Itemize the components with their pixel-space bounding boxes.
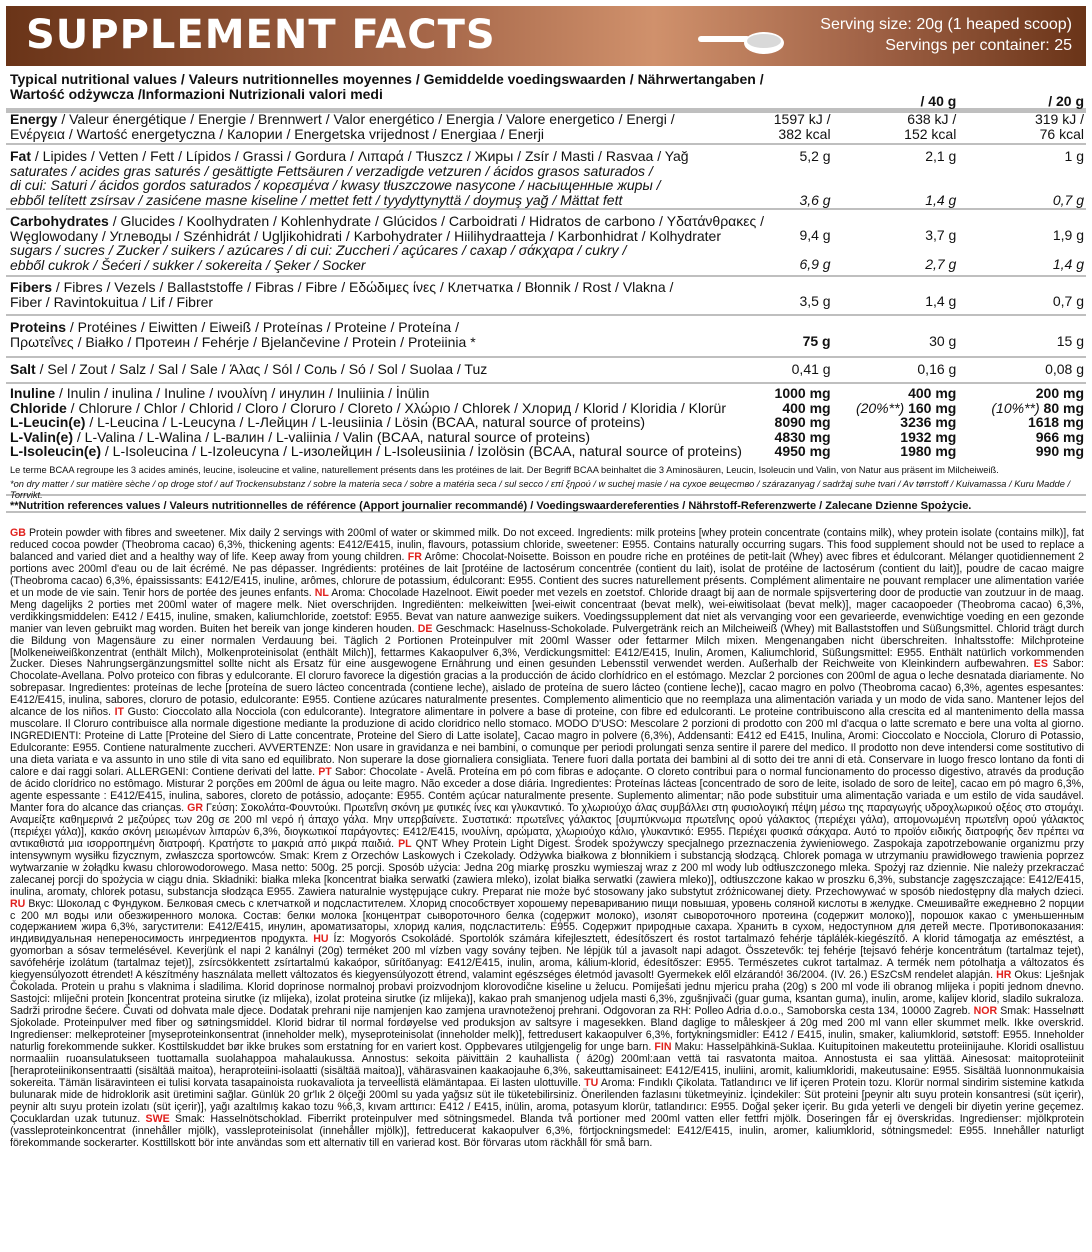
table-row-energy: Energy / Valeur énergétique / Energie / Brennwert / Valor energético / Energia / Valore energetico / Energi / Ενέργεια / Wartość energetyczna / Калории / Energetska vrijednost / Energiaa / Enerji 1597 kJ / 382 kcal 638 kJ / 152 kcal 319 kJ / 76 kcal (10, 111, 1084, 142)
header-banner (6, 6, 1086, 66)
language-code-ru: RU (10, 897, 26, 910)
language-text-fr: Arôme: Chocolat-Noisette. Boisson en poudre riche en protéines de petit-lait (Whey) avec fibres et édulcorant. Mélanger quotidiennement 2 portions avec 200ml d'eau ou de lait écrémé. Ne pas dépasser. Ingrédients: protéines de lait [protéine de lactosérum concentrée (contient du lait), isolat de protéine de lactosérum (contient du lait)], poudre de cacao maigre (Theobroma cacao) 6,3%, épaississants: E412/E415, inuline, arômes, chlorure de potassium, édulcorant: E955. Contient des sucres naturellement présents. Complément alimentaire ne pouvant remplacer une alimentation variée et un mode de vie sain. Tenir hors de portée des jeunes enfants. (10, 550, 1084, 599)
proteins-100g: 75 g (802, 333, 831, 349)
energy-20g: 319 kJ / (1034, 111, 1084, 127)
scoop-icon (696, 26, 786, 56)
language-text-gr: Γεύση: Σοκολάτα-Φουντούκι. Πρωτεΐνη σκόνη με φυτικές ίνες και γλυκαντικό. Το χλωριούχο άλας συμβάλλει στη φυσιολογική πέψη μέσω της παραγωγής υδροχλωρικού οξέος στο στομάχι. Αναμείξτε καθημερινά 2 μεζούρες των 20g σε 200 ml νερό ή άπαχο γάλα. Μην υπερβαίνετε. Συστατικά: πρωτεΐνες γάλακτος [συμπύκνωμα πρωτεΐνης ορού γάλακτος (περιέχει γάλα), απομονωμένη πρωτεΐνη ορού γάλακτος (περιέχει γάλα)], κακάο σκόνη μειωμένων λιπαρών 6,3%, διογκωτικοί παράγοντες: E412/E415, ινουλίνη, αρώματα, χλωριούχο κάλιο, γλυκαντικό: E955. Περιέχει φυσικά σάκχαρα. Αυτό το προϊόν ειδικής διατροφής δεν πρέπει να αντικαθιστά μια ισορροπημένη διατροφή. Κρατήστε το μακριά από μικρά παιδιά. (10, 801, 1084, 850)
chloride-20g-nrv: (10%**) (991, 399, 1040, 416)
language-text-nor: Smak: Hasselnøtt Sjokolade. Proteinpulver med fiber og søtningsmiddel. Klorid bidrar til normal fordøyelse ved produksjon av saltsyre i magesekken. Bland daglige to måleskjeer á 20g med 200 ml vann eller skummet melk. Ikke overskrid. Ingredienser: melkeproteiner [myseproteinkonsentrat (inneholder melk), myseproteinisolat (inneholder melk)], fettredusert kakaopulver 6,3%, fortykningsmidler: E412 / E415, inulin, smaker, kaliumklorid, søtstoff: E955. Inneholder naturlig forekommende sukker. Kosttilskuddet bør ikke brukes som erstatning for en variert kost. Oppbevares utilgjengelig for unge barn. (10, 1005, 1084, 1053)
serving-info (820, 14, 1072, 56)
dry-matter-footnote: *on dry matter / sur matière sèche / op droge stof / auf Trockensubstanz / sobre la materia seca / sobre a matéria seca / sul secco / επί ξηρού / w suchej masie / на сухое вещество / szárazanyag / sadržaj suhe tvari / Av tørrstoff / Kuivamassa / Kuru Madde / Torrvikt. (10, 479, 1071, 500)
table-row-inuline: Inuline / Inulin / inulina / Inuline / ινουλίνη / инулин / Inuliinia / İnülin 1000 mg 400 mg 200 mg (10, 382, 1084, 401)
inuline-100g: 1000 mg (774, 385, 831, 401)
isoleucine-40g: 1980 mg (900, 443, 957, 459)
language-code-nor: NOR (973, 1005, 998, 1018)
inuline-20g: 200 mg (1035, 385, 1084, 401)
chloride-20g: 80 mg (1043, 399, 1084, 416)
inuline-40g: 400 mg (908, 385, 957, 401)
leucine-40g: 3236 mg (900, 414, 957, 430)
language-code-swe: SWE (145, 1112, 170, 1125)
language-code-fin: FIN (654, 1040, 672, 1053)
energy-40g: 638 kJ / (907, 111, 957, 127)
language-text-pl: QNT Whey Protein Light Digest. Środek spożywczy specjalnego przeznaczenia żywieniowego. Zaspokaja zapotrzebowanie organizmu przy intensywnym wysiłku fizycznym, zwłaszcza sportowców. Smak: Krem z Orzechów Laskowych i Czekolady. Odżywka białkowa z błonnikiem i substancją słodzącą. Chlorek pomaga w utrzymaniu prawidłowego trawienia poprzez wytwarzanie w żołądku kwasu chlorowodorowego. Masa netto: 500g. 25 porcji. Sposób użycia: Jedna 20g miarkę proszku wymieszaj wraz z 200 ml wody lub odtłuszczonego mleka. Spożyj raz dziennie. Nie należy przekraczać zalecanej porcji do spożycia w ciągu dnia. Składniki: białka mleka [koncentrat białka serwatki (zawiera mleko), izolat białka serwatki (zawiera mleko)], odtłuszczone kakao w proszku 6,3%, substancje zagęszczające: E412/E415, inulina, aromaty, chlorek potasu, substancja słodząca E955. Zawiera naturalnie występujące cukry. Preparat nie może być stosowany jako substytut zróżnicowanej diety. Przechowywać w sposób niedostępny dla małych dzieci. (10, 837, 1084, 898)
language-code-de: DE (417, 622, 433, 635)
language-code-nl: NL (314, 586, 329, 599)
carbs-100g: 9,4 g (799, 227, 831, 243)
fat-40g: 2,1 g (925, 148, 957, 164)
table-row-fibers: Fibers / Fibres / Vezels / Ballaststoffe / Fibras / Fibre / Εδώδιμες ίνες / Клетчатка / Błonnik / Rost / Vlakna / Fiber / Ravintokuitua / Lif / Fibrer 3,5 g 1,4 g 0,7 g (10, 275, 1084, 314)
language-code-pl: PL (398, 837, 412, 850)
salt-40g: 0,16 g (917, 361, 957, 377)
proteins-20g: 15 g (1056, 333, 1084, 349)
leucine-100g: 8090 mg (774, 414, 831, 430)
language-text-it: Gusto: Cioccolato alla Nocciola (con edulcorante). Integratore alimentare in polvere a base di proteine, con fibre ed edulcoranti. Le proteine contribuiscono alla crescita ed al mantenimento della massa muscolare. Il Cloruro contribuisce alla normale digestione mediante la produzione di acido cloridrico nello stomaco. MODO D'USO: Mescolare 2 porzioni di prodotto con 200 ml d'acqua o latte scremato e bere una volta al giorno. INGREDIENTI: Proteine di Latte [Proteine del Siero di Latte concentrate, Proteine del Siero di Latte isolate], Cacao magro in polvere (6,3%), Addensanti: E412 ed E415, Inulina, Aromi: Cioccolato e Nocciola, Cloruro di Potassio, Edulcorante: E955. Contiene naturalmente zuccheri. AVVERTENZE: Non usare in gravidanza e nei bambini, o comunque per periodi prolungati senza sentire il parere del medico. Il prodotto non deve intendersi come sostitutivo di una dieta variata e va assunto in uno stile di vita sano ed equilibrato. Non superare la dose giornaliera consigliata. Tenere fuori dalla portata dei bambini al di sotto dei tre anni di età. Conservare in luogo fresco lontano da fonti di calore e dai raggi solari. ALLERGENI: Contiene derivati del latte. (10, 706, 1084, 779)
valine-40g: 1932 mg (900, 428, 957, 445)
table-row-leucine: L-Leucin(e) / L-Leucina / L-Leucyna / L-Лейцин / L-leusiinia / Lösin (BCAA, natural source of proteins) 8090 mg 3236 mg 1618 mg (10, 414, 1084, 430)
valine-100g: 4830 mg (774, 428, 831, 445)
column-title: Typical nutritional values / Valeurs nutritionnelles moyennes / Gemiddelde voedingswaarden / Nährwertangaben / (10, 71, 764, 87)
fibers-20g: 0,7 g (1052, 293, 1084, 309)
language-code-tu: TU (584, 1076, 599, 1089)
language-code-gb: GB (10, 527, 26, 539)
language-code-gr: GR (187, 801, 204, 814)
table-row-salt: Salt / Sel / Zout / Salz / Sal / Sale / Άλας / Sól / Соль / Só / Sol / Suolaa / Tuz 0,41 g 0,16 g 0,08 g (10, 356, 1084, 382)
language-text-nl: Aroma: Chocolade Hazelnoot. Eiwit poeder met vezels en zoetstof. Chloride draagt bij aan de normale spijsvertering door de productie van zoutzuur in de maag. Meng dagelijks 2 porties met 200ml water of magere melk. Niet overschrijden. Ingrediënten: melkeiwitten [wei-eiwit concentraat (bevat melk), wei-eiwitisolaat (bevat melk)], mager cacaopoeder (Theobroma cacao) 6,3%, verdikkingsmiddelen: E412 / E415, inuline, smaken, kaliumchloride, zoetstof: E955. Bevat van nature aanwezige suikers. Voedingssupplement dat niet als vervanging voor een gevarieerde, evenwichtige voeding en een gezonde manier van leven gebruikt mag worden. Buiten het bereik van jonge kinderen houden. (10, 586, 1084, 635)
carbs-20g: 1,9 g (1052, 227, 1084, 243)
table-row-carbohydrates: Carbohydrates / Glucides / Koolhydraten / Kohlenhydrate / Glúcidos / Carboidrati / Hidratos de carbono / Υδατάνθρακες / Węglowodany / Углеводы / Szénhidrát / Ugljikohidrati / Karbohydrater / Hiilihydraatteja / Karbonhidrat / Kolhydrater sugars / sucres / Zucker / suikers / azúcares / di cui: Zuccheri / açúcares / сахар / σάκχαρα / cukry / ebből cukrok / Šećeri / sukker / sokereita / Şeker / Socker 9,4 g 6,9 g 3,7 g 2,7 g 1,9 g 1,4 g (10, 213, 1084, 273)
language-text-pt: Sabor: Chocolate - Avelã. Proteína em pó com fibras e adoçante. O cloreto contribui para o normal funcionamento do processo digestivo, através da produção de ácido clorídrico no estômago. Misturar 2 porções em 200ml de água ou leite magro. Não exceder a dose diária. Ingredientes: Proteínas lácteas [concentrado de soro de leite, isolado de soro de leite], cacao em pó magro 6,3%, agente espessante : E412/E415, inulina, sabores, cloreto de potássio, adoçante: E955. Contém açúcar naturalmente presente. Suplemento alimentar; não pode substituir uma alimentação variada e um estilo de vida saudável. Manter fora do alcance das crianças. (10, 766, 1084, 814)
carbs-40g: 3,7 g (925, 227, 957, 243)
table-row-isoleucine: L-Isoleucin(e) / L-Isoleucina / L-Izoleucyna / L-изолейцин / L-Isoleusiinia / İzolösin (BCAA, natural source of proteins) 4950 mg 1980 mg 990 mg (10, 443, 1084, 459)
language-text-swe: Smak: Hasselnötschoklad. Fiberrikt proteinpulver med sötningsmedel. Blanda två portioner med 200ml vatten eller fettfri mjölk. Doseringen får ej överskridas. Ingredienser: mjölkprotein (vassleproteinkoncentrat (innehåller mjölk), vassleproteinisolat (innehåller mjölk)], fettreducerat kakaopulver 6,3%, förtjockningsmedel: E412/E415, inulin, aromer, kaliumklorid, sötningsmedel: E955. Innehåller naturligt förekommande sockerarter. Kosttillskott bör inte användas som ett alternativ till en varierad kost. Bör förvaras utom räckhåll för små barn. (10, 1112, 1084, 1149)
language-text-ru: Вкус: Шоколад с Фундуком. Белковая смесь с клетчаткой и подсластителем. Хлорид способствует хорошему перевариванию пищи повышая, уровень соляной кислоты в желудке. Смешивайте ежедневно 2 порции с 200 мл воды или обезжиренного молока. Состав: белки молока [концентрат сывороточного белка (содержит молоко), изолят сывороточного протеина (содержит молоко)], порошок какао с уменьшенным содержанием жира 6,3%, загустители: E412/E415, инулин, ароматизаторы, хлорид калия, подсластитель: E955. Содержит природные сахара. Хранить в сухом, недоступном для детей месте. Противопоказания: индивидуальная непереносимость ингредиентов продукта. (10, 897, 1084, 946)
salt-20g: 0,08 g (1045, 361, 1084, 377)
language-text-gb: Protein powder with fibres and sweetener. Mix daily 2 servings with 200ml of water or skimmed milk. Do not exceed. Ingredients: milk proteins [whey protein concentrate (contains milk), whey protein isolate (contains milk)], fat reduced cocoa powder (Theobroma cacao) 6,3%, thickening agents: E412/E415, inulin, flavours, potassium chloride, sweetener: E955. Contains naturally occurring sugars. This food supplement should not be used to replace a balanced and varied diet and a healthy way of life. Keep away from young children. (10, 527, 1084, 563)
leucine-20g: 1618 mg (1027, 414, 1084, 430)
fibers-100g: 3,5 g (799, 293, 831, 309)
isoleucine-20g: 990 mg (1035, 443, 1084, 459)
fibers-40g: 1,4 g (925, 293, 957, 309)
servings-per-container: Servings per container: 25 (885, 37, 1072, 54)
proteins-40g: 30 g (929, 333, 957, 349)
isoleucine-100g: 4950 mg (774, 443, 831, 459)
chloride-100g: 400 mg (782, 399, 831, 416)
nrv-footnote: **Nutrition references values / Valeurs nutritionnelles de référence (Apport journalier recommandé) / Voedingswaardereferenties / Nährstoff-Referenzwerte / Zalecane Dzienne Spożycie. (10, 500, 972, 512)
language-text-tu: Aroma: Fındıklı Çikolata. Tatlandırıcı ve lif içeren Protein tozu. Klorür normal sindirim sistemine katkıda bulunarak mide de hidroklorik asit üretimini sağlar. Günlük 20 gr'lık 2 ölçeği 200ml su yada yağsız süt ile tüketebilirsiniz. Önerilenden fazlasını tüketmeyiniz. İçindekiler: Süt proteini [peynir altı suyu protein konsantresi (süt içerir), peynir altı suyu protein izolatı (süt içerir)], yağı azaltılmış kakao tozu %6,3, kıvam arttırıcı: E412 / E415, inülin, aroma, potasyum klorür, tatlandırıcı: E955. Doğal şeker içerir. Bu gıda yeterli ve dengeli bir diyetin yerine geçemez. Çocuklardan uzak tutunuz. (10, 1076, 1084, 1125)
language-code-fr: FR (407, 550, 422, 563)
multilingual-text (10, 528, 1084, 1150)
column-title: Wartość odżywcza /Informazioni Nutrizionali valori medi (10, 85, 383, 102)
language-text-hr: Okus: Lješnjak Čokolada. Protein u prahu s vlaknima i sladilima. Klorid doprinose normalnoj probavi proizvodnjom klorovodične kiseline u želucu. Pomiješati jednu mjericu praha (20g) s 200 ml vode ili obranog mlijeka i popiti jednom dnevno. Sastojci: mliječni protein [koncentrat proteina sirutke (iz mlijeka), izolat proteina sirutke (iz mlijeka)], kakao prah smanjenog udjela masti 6,3%, zgušnjivači (guar guma, ksantan guma), inulin, arome, kalijev klorid, sladilo sukraloza. Sadrži prirodne šećere. Čuvati od dohvata male djece. Dodatak prehrani nije namjenjen kao zamjena uravnoteženoj prehrani. Odgovoran za RH: Polleo Adria d.o.o., Samoborska cesta 134, 10000 Zagreb. (10, 969, 1084, 1018)
language-code-hu: HU (313, 933, 329, 946)
page-title: SUPPLEMENT FACTS (26, 12, 496, 58)
table-row-chloride: Chloride / Chlorure / Chlor / Chlorid / Cloro / Cloruro / Cloreto / Χλώριο / Chlorek / Хлорид / Klorid / Kloridia / Klorür 400 mg (20%**) 160 mg (10%**) 80 mg (10, 399, 1084, 416)
chloride-40g: 160 mg (908, 399, 957, 416)
serving-size: Serving size: 20g (1 heaped scoop) (820, 16, 1072, 33)
language-code-pt: PT (318, 766, 332, 779)
table-row-fat: Fat / Lipides / Vetten / Fett / Lípidos / Grassi / Gordura / Λιπαρά / Tłuszcz / Жиры / Zsír / Masti / Rasvaa / Yağ saturates / acides gras saturés / gesättigte Fettsäuren / verzadigde vetzuren / ácidos grasos saturados / di cui: Saturi / ácidos gordos saturados / κορεσμένα / kwasy tłuszczowe nasycone / насыщенные жиры / ebből telített zsírsav / zasićene masne kiseline / mettet fett / tyydyttynyttä / doymuş yağ / Mättat fett 5,2 g 3,6 g 2,1 g 1,4 g 1 g 0,7 g (10, 148, 1084, 208)
language-code-es: ES (1033, 658, 1048, 671)
energy-100g: 1597 kJ / (773, 111, 831, 127)
language-code-hr: HR (996, 969, 1012, 982)
fat-100g: 5,2 g (799, 148, 831, 164)
language-text-fin: Maku: Hasselpähkinä-Suklaa. Kuitupitoinen makeutettu proteiinijauhe. Kloridi osallistuu normaaliin ruoansulatukseen tuottamalla suolahappoa mahalaukussa. Annostus: sekoita päivittäin 2 kauhallista ( á20g) 200ml:aan vettä tai rasvatonta maitoa. Annostusta ei saa ylittää. Ainesosat: maitoproteiinit [heraproteiinikonsentraatti (sisältää maitoa), heraproteiini-isolaatti (sisältää maitoa)], vähärasvainen kaakaojauhe 6,3%, sakeuttamisaineet: E412/E415, inuliini, aromit, kaliumkloridi, makeutusaine: E955. Sisältää luonnonmukaisia sokereita. Tämän lisäravinteen ei tulisi korvata tasapainoista ruokavaliota ja terveellistä elämäntapaa. Ei lasten ulottuville. (10, 1040, 1084, 1089)
nutrition-table (10, 72, 1084, 459)
valine-20g: 966 mg (1035, 428, 1084, 445)
language-text-hu: Íz: Mogyorós Csokoládé. Sportolók számára kifejlesztett, édesítőszert és rostot tartalmazó fehérje táplálék-kiegészítő. A klorid támogatja az emésztést, a gyomorban a sósav termelésével. Keverjünk el napi 2 kanálnyi (20g) terméket 200 ml vízben vagy sovány tejben. Ne lépjük túl a javasolt napi adagot. Összetevők: tej fehérje [tejsavó fehérje koncentrátum (tartalmaz tejet), savófehérje izolátum (tartalmaz tejet)], zsírcsökkentett zsírtartalmú kakaópor, sűrítőanyag: E412/E415, inulin, aroma, kálium-klorid, édesítőszer: E955. Természetes cukrot tartalmaz. A termék nem pótolhatja a változatos és kiegyensúlyozott étrendet! A készítmény használata mellett változatos és kiegyensúlyozott étrend, valamint egészséges életmód javasolt! Gyermekek elől elzárandó! 36/2004. (IV. 26.) ESzCsM rendelet alapján. (10, 933, 1084, 982)
col-40g: / 40 g (920, 92, 957, 109)
language-code-it: IT (114, 706, 125, 719)
col-20g: / 20 g (1048, 92, 1084, 109)
table-header-row (10, 72, 1084, 108)
bcaa-footnote: Le terme BCAA regroupe les 3 acides aminés, leucine, isoleucine et valine, naturellement présents dans les protéines de lait. Der Begriff BCAA beinhaltet die 3 Aminosäuren, Leucin, Isoleucin und Valin, von Natur aus präsent im Milcheiweiß. (10, 465, 999, 475)
fat-20g: 1 g (1064, 148, 1084, 164)
salt-100g: 0,41 g (791, 361, 831, 377)
language-text-de: Geschmack: Haselnuss-Schokolade. Pulvergetränk reich an Milcheiweiß (Whey) mit Ballaststoffen und Süßungsmittel. Chlorid trägt durch die Bildung von Magensäure zu einer normalen Verdauung bei. Täglich 2 Portionen Proteinpulver mit 200ml Wasser oder fettarmer Milch mixen. Mengenangaben nicht überschreiten. Inhaltsstoffe: Milchproteine [Molkeneiweißkonzentrat (enthält Milch), Molkenproteinisolat (enthält Milch)], fettarmes Kakaopulver 6,3%, Verdickungsmittel: E412/E415, Inulin, Aromen, Kaliumchlorid, Süßungsmittel: E955. Enthält natürlich vorkommenden Zucker. Dieses Nahrungsergänzungsmittel sollte nicht als Ersatz für eine ausgewogene Ernährung und einen gesunden Lebensstil verwendet werden. Außerhalb der Reichweite von Kleinkindern aufbewahren. (10, 622, 1084, 671)
table-row-valine: L-Valin(e) / L-Valina / L-Walina / L-валин / L-valiinia / Valin (BCAA, natural source of proteins) 4830 mg 1932 mg 966 mg (10, 428, 1084, 445)
language-text-es: Sabor: Chocolate-Avellana. Polvo proteico con fibras y edulcorante. El cloruro favorece la digestión gracias a la producción de ácido clorhídrico en el estómago. Mezclar 2 porciones con 200ml de agua o leche desnatada diariamente. No sobrepasar. Ingredientes: proteínas de leche [proteína de suero lácteo concentrada (contiene leche), aislado de proteína de suero lácteo (contiene leche)], cacao magro en polvo (Theobroma cacao) 6,3%, agentes espesantes: E412/E415, inulina, sabores, cloruro de potasio, edulcorante: E955. Contiene azúcares naturalmente presentes. Complemento alimenticio que no reemplaza una alimentación variada y un modo de vida sano. Mantener lejos del alcance de los niños. (10, 658, 1084, 719)
chloride-40g-nrv: (20%**) (855, 399, 905, 416)
table-row-proteins: Proteins / Protéines / Eiwitten / Eiweiß / Proteínas / Proteine / Proteína / Πρωτεΐνες / Białko / Протеин / Fehérje / Bjelančevine / Protein / Proteiinia * 75 g 30 g 15 g (10, 314, 1084, 356)
